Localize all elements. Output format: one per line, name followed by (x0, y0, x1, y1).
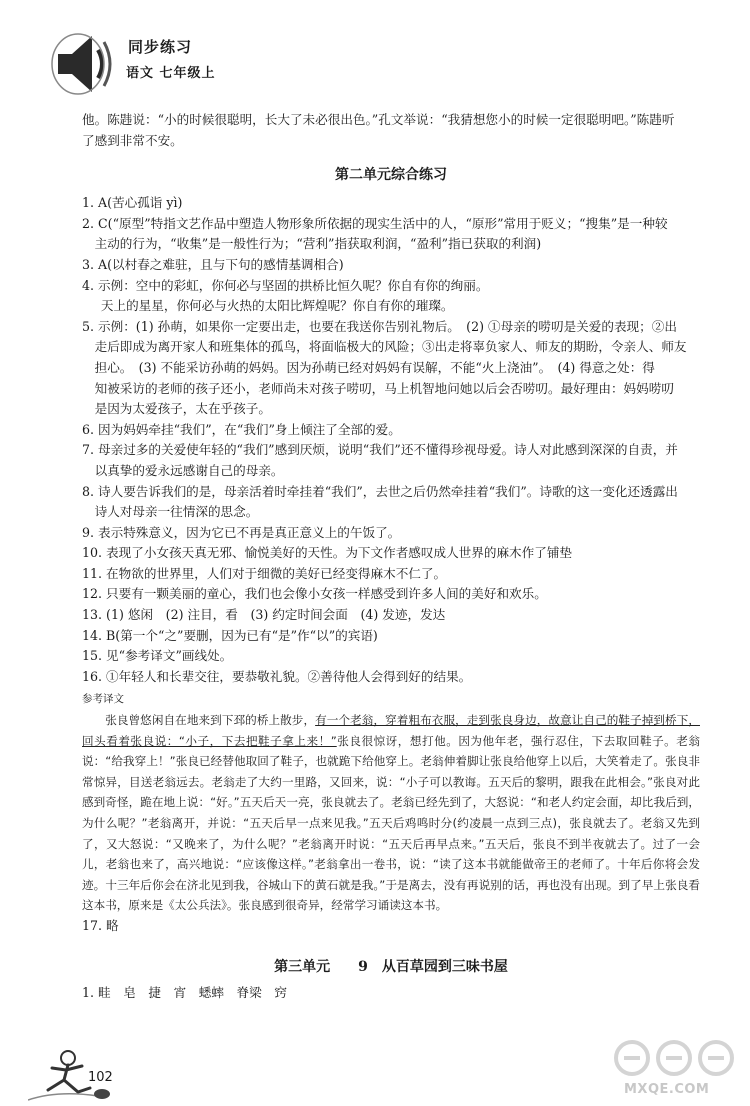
answer-line: 17. 略 (82, 917, 119, 933)
unit-title: 第三单元 9 从百草园到三味书屋 (274, 958, 508, 975)
page-number: 102 (88, 1070, 113, 1085)
answer-line: 11. 在物欲的世界里，人们对于细微的美好已经变得麻木不仁了。 (82, 565, 447, 581)
answer-line: 担心。 (3) 不能采访孙萌的妈妈。因为孙萌已经对妈妈有误解，不能“火上浇油”。 (4) 得意之处：得 (94, 359, 655, 375)
answer-line: 8. 诗人要告诉我们的是，母亲活着时牵挂着“我们”，去世之后仍然牵挂着“我们”。诗歌的这一变化还透露出 (82, 483, 678, 499)
answer-line: 12. 只要有一颗美丽的童心，我们也会像小女孩一样感受到许多人间的美好和欢乐。 (82, 586, 547, 602)
answer-line: 1. A(苦心孤诣 yì) (82, 195, 183, 211)
answer-line: 10. 表现了小女孩天真无邪、愉悦美好的天性。为下文作者感叹成人世界的麻木作了铺垫 (82, 545, 573, 561)
answer-line: 15. 见“参考译文”画线处。 (82, 648, 233, 664)
reference-translation (82, 710, 700, 916)
answer-line: 9. 表示特殊意义，因为它已不再是真正意义上的午饭了。 (82, 524, 401, 540)
section-title: 第二单元综合练习 (335, 167, 447, 184)
answer-line: 3. A(以村春之难驻，且与下句的感情基调相合) (82, 256, 344, 272)
watermark-text: MXQE.COM (624, 1082, 710, 1097)
unit-question: 1. 畦 皂 捷 宵 蟋蟀 脊梁 窍 (82, 985, 287, 1001)
answer-line: 14. B(第一个“之”要删，因为已有“是”作“以”的宾语) (82, 627, 378, 643)
answer-line: 7. 母亲过多的关爱使年轻的“我们”感到厌烦，说明“我们”还不懂得珍视母爱。诗人对此感到深深的自责，并 (82, 442, 678, 458)
answer-line: 以真挚的爱永远感谢自己的母亲。 (94, 462, 284, 478)
translation-part: 张良曾悠闲自在地来到下邳的桥上散步， (105, 713, 316, 728)
translation-part: 张良很惊讶，想打他。因为他年老，强行忍住，下去取回鞋子。老翁说：“给我穿上！”张良已经替他取回了鞋子，也就跪下给他穿上。老翁伸着脚让张良给他穿上以后，大笑着走了。张良非常惊异，目送老翁远去。老翁走了大约一里路，又回来，说：“小子可以教诲。五天后的黎明，跟我在此相会。”张良对此感到奇怪，跪在地上说：“好。”五天后天一亮，张良就去了。老翁已经先到了，大怒说：“和老人约定会面，却比我后到，为什么呢？”老翁离开，并说：“五天后早一点来见我。”五天后鸡鸣时分(约凌晨一点到三点)，张良就去了。老翁又先到了，又大怒说：“又晚来了，为什么呢？”老翁离开时说：“五天后再早点来。”五天后，张良不到半夜就去了。过了一会儿，老翁也来了，高兴地说：“应该像这样。”老翁拿出一卷书，说：“读了这本书就能做帝王的老师了。十年后你将会发迹。十三年后你会在济北见到我，谷城山下的黄石就是我。”于是离去，没有再说别的话，再也没有出现。到了早上张良看这本书，原来是《太公兵法》。张良感到很奇异，经常学习诵读这本书。 (82, 733, 700, 913)
intro-line: 了感到非常不安。 (82, 132, 183, 148)
answer-line: 6. 因为妈妈牵挂“我们”，在“我们”身上倾注了全部的爱。 (82, 421, 401, 437)
answer-line: 2. C(“原型”特指文艺作品中塑造人物形象所依据的现实生活中的人，“原形”常用于贬义；“搜集”是一种较 (82, 215, 668, 231)
intro-line: 他。陈韪说：“小的时候很聪明，长大了未必很出色。”孔文举说：“我猜想您小的时候一定很聪明吧。”陈韪听 (82, 112, 675, 127)
series-title: 同步练习 (128, 38, 193, 56)
answer-line: 是因为太爱孩子，太在乎孩子。 (94, 401, 271, 417)
answer-list (82, 193, 700, 687)
answer-line: 知被采访的老师的孩子还小，老师尚未对孩子唠叨，马上机智地问她以后会否唠叨。最好理由：妈妈唠叨 (94, 380, 674, 396)
page-content (82, 110, 700, 1004)
answer-line: 5. 示例：(1) 孙萌，如果你一定要出走，也要在我送你告别礼物后。 (2) ①母亲的唠叨是关爱的表现；②出 (82, 318, 677, 334)
answer-line: 13. (1) 悠闲 (2) 注目，看 (3) 约定时间会面 (4) 发迹，发达 (82, 607, 446, 623)
subject-grade: 语文 七年级上 (126, 66, 216, 81)
answer-line: 走后即成为离开家人和班集体的孤鸟，将面临极大的风险；③出走将辜负家人、师友的期盼，令亲人、师友 (94, 339, 687, 355)
answer-line: 16. ①年轻人和长辈交往，要恭敬礼貌。②善待他人会得到好的结果。 (82, 668, 472, 684)
speaker-icon (48, 28, 114, 100)
reference-translation-label: 参考译文 (82, 693, 124, 706)
translation-underlined: 有一个老翁，穿着粗布衣服，走到张良身边，故意让自己的鞋子掉到桥下，回头看着张良说：“小子，下去把鞋子拿上来！” (82, 713, 700, 748)
answer-line: 主动的行为，“收集”是一般性行为；“营利”指获取利润，“盈利”指已获取的利润) (94, 236, 542, 252)
page-header (48, 22, 268, 104)
answer-line: 4. 示例：空中的彩虹，你何必与坚固的拱桥比恒久呢？你自有你的绚丽。 (82, 277, 489, 293)
answer-line: 诗人对母亲一往情深的思念。 (94, 504, 259, 520)
answer-line: 天上的星星，你何必与火热的太阳比辉煌呢？你自有你的璀璨。 (100, 298, 454, 314)
